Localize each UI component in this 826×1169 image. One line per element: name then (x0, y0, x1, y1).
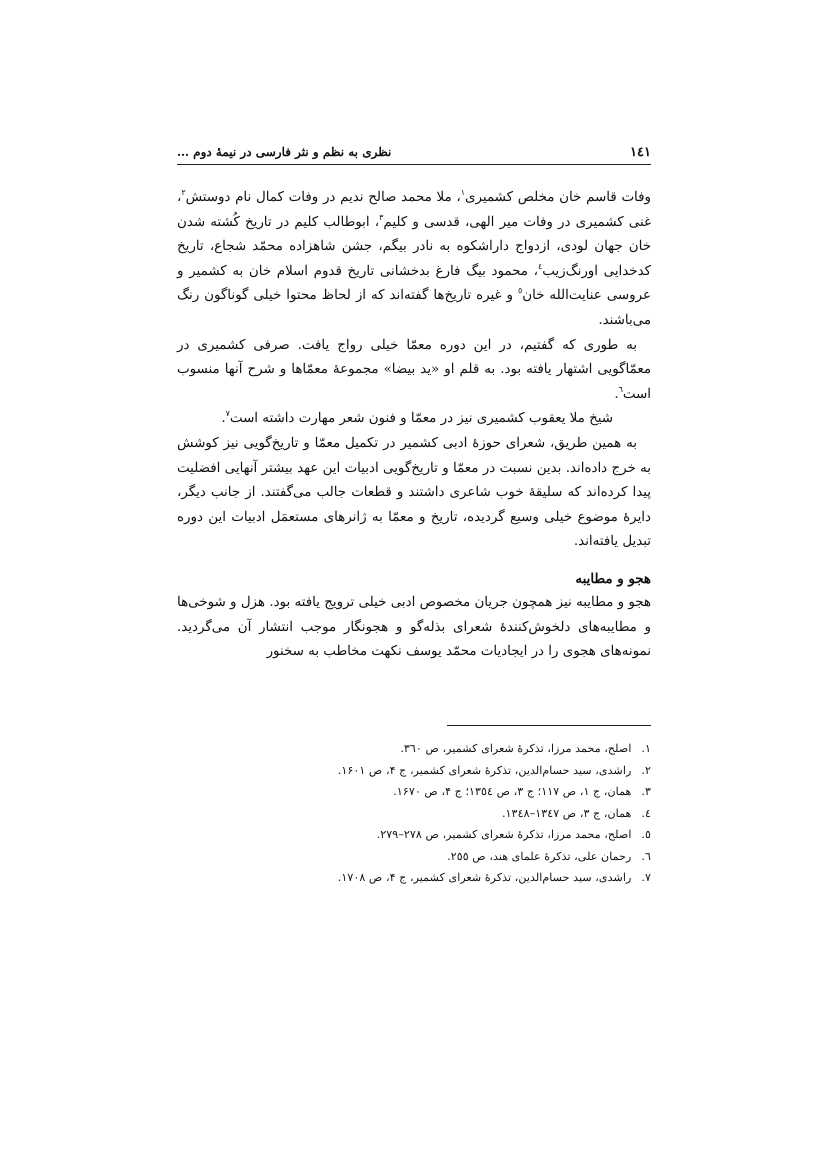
footnote-ref[interactable]: ٥ (517, 286, 523, 296)
footnote-ref[interactable]: ٦ (618, 384, 623, 394)
footnote-item: ٦. رحمان علی، تذکرهٔ علمای هند، ص ٢٥٥. (447, 849, 651, 863)
footnote-ref[interactable]: ۲ (181, 188, 186, 197)
paragraph-4: به همین طریق، شعرای حوزهٔ ادبی کشمیر در تکمیل معمّا و تاریخ‌گویی نیز کوشش به خرج داده‌اند. بدین نسبت در معمّا و تاریخ‌گویی ادبیات این عهد بیشتر آنهایی افضلیت پیدا کرده‌اند که سلیقهٔ خوب شاعری داشتند و قطعات جالب می‌گفتند. از جانب دیگر، دایرهٔ موضوع خیلی وسیع گردیده، تاریخ و معمّا به ژانرهای مستعمَل ادبیات این دوره تبدیل یافته‌اند. (177, 435, 651, 550)
footnote-ref[interactable]: ۳ (379, 212, 384, 222)
section-paragraph: هجو و مطایبه نیز همچون جریان مخصوص ادبی خیلی ترویج یافته بود. هزل و شوخی‌ها و مطایبه‌های دلخوش‌کنندهٔ شعرای بذله‌گو و هجونگار موجب انتشار آن می‌گردید. نمونه‌های هجوی را در ایجادیات محمّد یوسف نکهت مخاطب به سخنور (177, 594, 651, 660)
paragraph-3: شیخ ملا یعقوب کشمیری نیز در معمّا و فنون شعر مهارت داشته است$^۷$. (221, 409, 613, 427)
footnotes (260, 738, 651, 889)
body-text (177, 186, 651, 665)
running-title: نظری به نظم و نثر فارسی در نیمهٔ دوم … (177, 145, 392, 159)
running-header (177, 140, 651, 165)
footnote-ref[interactable]: ۷ (225, 409, 230, 419)
footnote-item: ۲. راشدی، سید حسام‌الدین، تذکرهٔ شعرای کشمیر، ج ۴، ص ۱۶۰۱. (337, 763, 651, 777)
footnote-ref[interactable]: ٤ (537, 261, 543, 271)
footnote-item: ۷. راشدی، سید حسام‌الدین، تذکرهٔ شعرای کشمیر، ج ۴، ص ۱۷۰۸. (337, 871, 651, 884)
section-heading: هجو و مطایبه (575, 570, 651, 587)
paragraph-2: به طوری که گفتیم، در این دوره معمّا خیلی رواج یافت. صرفی کشمیری در معمّاگویی اشتهار یافته بود. به قلم او «ید بیضا» مجموعهٔ معمّاها و شرح آنها منسوب است$^٦$. (177, 337, 651, 402)
footnote-item: ۳. همان، ج ۱، ص ۱۱۷؛ ج ۳، ص ۱۳٥٤؛ ج ۴، ص ۱۶۷۰. (393, 785, 651, 798)
footnote-item: ٥. اصلح، محمد مرزا، تذکرهٔ شعرای کشمیر، ص ٢٧٨–٢٧٩. (376, 828, 651, 841)
page-number: ۱٤۱ (630, 144, 651, 160)
footnote-item: ٤. همان، ج ۳، ص ۱۳٤۷–۱۳٤۸. (501, 806, 651, 820)
paragraph-1: وفات قاسم خان مخلص کشمیری$^۱$، ملا محمد صالح ندیم در وفات کمال نام دوستش$^۲$، غنی کشمیری در وفات میر الهی، قدسی و کلیم$^۳$، ابوطالب کلیم در تاریخ کُشته شدن خان جهان لودی، ازدواج داراشکوه به نادر بیگم، جشن شاهزاده محمّد شجاع، تاریخ کدخدایی اورنگ‌زیب$^٤$، محمود بیگ فارغ بدخشانی تاریخ قدوم اسلام خان به کشمیر و عروسی عنایت‌الله خان$^٥$ و غیره تاریخ‌ها گفته‌اند که از لحاظ محتوا خیلی گوناگون رنگ می‌باشند. (177, 188, 651, 328)
footnote-ref[interactable]: ۱ (460, 188, 466, 197)
footnote-item: ۱. اصلح، محمد مرزا، تذکرهٔ شعرای کشمیر، ص ٣٦٠. (400, 742, 651, 755)
footnote-separator (447, 725, 651, 726)
